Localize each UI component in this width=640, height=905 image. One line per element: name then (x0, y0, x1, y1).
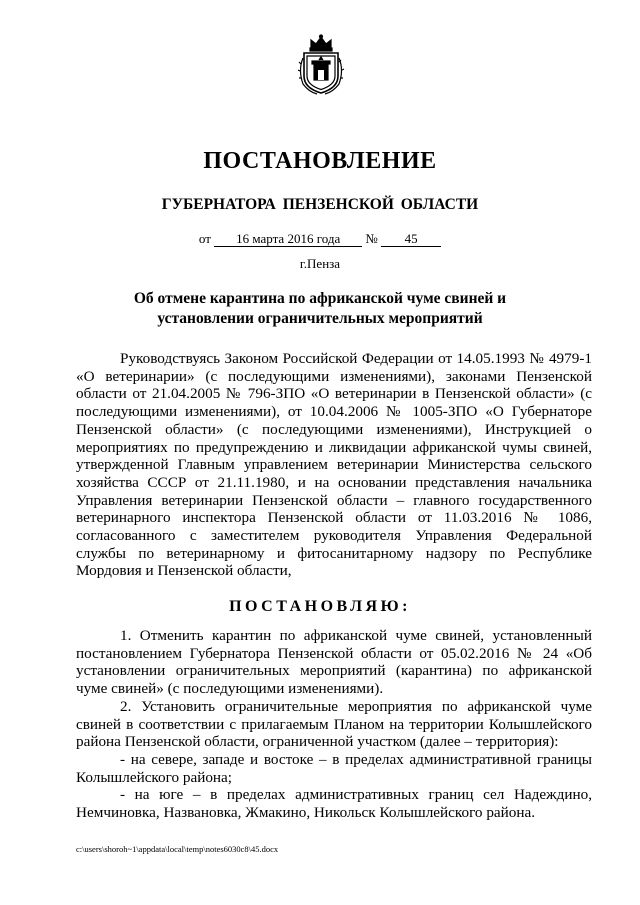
document-heading (120, 289, 520, 329)
item-paragraph: 2. Установить ограничительные мероприятия по африканской чуме свиней в соответствии с прилагаемым Планом на территории Колышлейского района Пензенской области, ограниченной участком (далее – территория): (76, 697, 592, 751)
preamble-paragraph: Руководствуясь Законом Российской Федерации от 14.05.1993 № 4979-1 «О ветеринарии» (с последующими изменениями), законами Пензенской области от 21.04.2005 № 796-ЗПО «О ветеринарии в Пензенской области» (с последующими изменениями), от 10.04.2006 № 1005-ЗПО «О Губернаторе Пензенской области» (с последующими изменениями), Инструкцией о мероприятиях по предупреждению и ликвидации африканской чумы свиней, утвержденной Главным управлением ветеринарии Министерства сельского хозяйства СССР от 21.11.1980, и на основании представления начальника Управления ветеринарии Пензенской области – главного государственного ветеринарного инспектора Пензенской области от 11.03.2016 № 1086, согласованного с заместителем руководителя Управления Федеральной службы по ветеринарному и фитосанитарному надзору по Республике Мордовия и Пензенской области, (76, 350, 592, 580)
item-paragraph: - на юге – в пределах административных границ сел Надеждино, Немчиновка, Названовка, Жмакино, Никольск Колышлейского района. (76, 786, 592, 822)
item-paragraph: - на севере, западе и востоке – в пределах административной границы Колышлейского района; (76, 750, 592, 786)
number-sign: № (365, 231, 378, 246)
item-paragraph: 1. Отменить карантин по африканской чуме свиней, установленный постановлением Губернатора Пензенской области от 05.02.2016 № 24 «Об установлении ограничительных мероприятий (карантина) по африканской чуме свиней» (с последующими изменениями). (76, 627, 592, 698)
coat-of-arms-icon (297, 34, 345, 96)
document-title: ПОСТАНОВЛЕНИЕ (203, 148, 437, 174)
heading-line-2: установлении ограничительных мероприятий (157, 310, 483, 327)
decree-items (76, 627, 592, 822)
decree-heading: ПОСТАНОВЛЯЮ: (229, 598, 411, 615)
document-date: 16 марта 2016 года (214, 232, 362, 247)
date-number-line (0, 231, 640, 247)
document-number: 45 (381, 232, 441, 247)
file-path-footer: c:\users\shoroh~1\appdata\local\temp\notes6030c8\45.docx (76, 844, 279, 854)
heading-line-1: Об отмене карантина по африканской чуме свиней и (133, 290, 507, 307)
date-prefix: от (198, 231, 211, 246)
city-name: г.Пенза (299, 256, 341, 271)
issuer-subtitle: ГУБЕРНАТОРА ПЕНЗЕНСКОЙ ОБЛАСТИ (161, 196, 479, 213)
